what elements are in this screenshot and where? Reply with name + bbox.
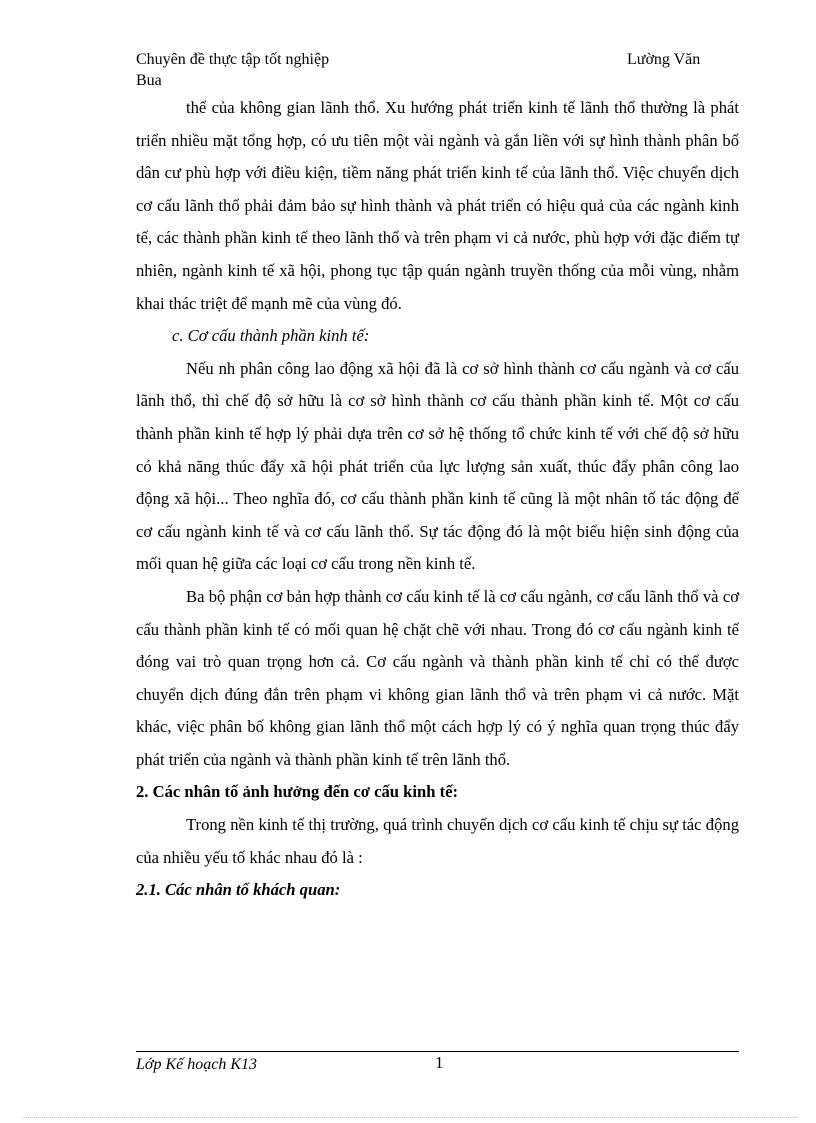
running-header-author-wrap: Bua bbox=[136, 72, 162, 89]
footer-divider bbox=[136, 1051, 739, 1052]
page-number: 1 bbox=[435, 1053, 444, 1072]
section-heading-factors: 2. Các nhân tố ảnh hưởng đến cơ cấu kinh tế: bbox=[136, 782, 459, 802]
paragraph-ownership-structure: Nếu nh phân công lao động xã hội đã là cơ sở hình thành cơ cấu ngành và cơ cấu lãnh thổ, thì chế độ sở hữu là cơ sở hình thành cơ cấu thành phần kinh tế. Một cơ cấu thành phần kinh tế hợp lý phải dựa trên cơ sở hệ thống tổ chức kinh tế với chế độ sở hữu có khả năng thúc đẩy xã hội phát triển của lực lượng sản xuất, thúc đẩy phân công lao động xã hội... Theo nghĩa đó, cơ cấu thành phần kinh tế cũng là một nhân tố tác động để cơ cấu ngành kinh tế và cơ cấu lãnh thổ. Sự tác động đó là một biểu hiện sinh động của mối quan hệ giữa các loại cơ cấu trong nền kinh tế. bbox=[136, 358, 739, 574]
subsection-heading-objective-factors: 2.1. Các nhân tố khách quan: bbox=[136, 880, 341, 900]
running-header-author: Lường Văn bbox=[627, 51, 701, 68]
document-body bbox=[136, 92, 739, 907]
paragraph-three-components: Ba bộ phận cơ bản hợp thành cơ cấu kinh tế là cơ cấu ngành, cơ cấu lãnh thổ và cơ cấu thành phần kinh tế có mối quan hệ chặt chẽ với nhau. Trong đó cơ cấu ngành kinh tế đóng vai trò quan trọng hơn cả. Cơ cấu ngành và thành phần kinh tế chỉ có thể được chuyển dịch đúng đắn trên phạm vi không gian lãnh thổ và trên phạm vi cả nước. Mặt khác, việc phân bố không gian lãnh thổ một cách hợp lý có ý nghĩa quan trọng thúc đẩy phát triển của ngành và thành phần kinh tế trên lãnh thổ. bbox=[136, 586, 739, 769]
running-header-title: Chuyên đề thực tập tốt nghiệp bbox=[136, 51, 330, 68]
subheading-economic-sectors: c. Cơ cấu thành phần kinh tế: bbox=[172, 326, 370, 346]
paragraph-market-economy: Trong nền kinh tế thị trường, quá trình chuyển dịch cơ cấu kinh tế chịu sự tác động của nhiều yếu tố khác nhau đó là : bbox=[136, 815, 739, 867]
paragraph-territory-structure: thể của không gian lãnh thổ. Xu hướng phát triển kinh tế lãnh thổ thường là phát triển nhiều mặt tổng hợp, có ưu tiên một vài ngành và gắn liền với sự hình thành phân bổ dân cư phù hợp với điều kiện, tiềm năng phát triển kinh tế của lãnh thổ. Việc chuyển dịch cơ cấu lãnh thổ phải đảm bảo sự hình thành và phát triển có hiệu quả của các ngành kinh tế, các thành phần kinh tế theo lãnh thổ và trên phạm vi cả nước, phù hợp với đặc điểm tự nhiên, ngành kinh tế xã hội, phong tục tập quán ngành truyền thống của mỗi vùng, nhằm khai thác triệt để mạnh mẽ của vùng đó. bbox=[136, 98, 739, 313]
page-bottom-edge bbox=[22, 1117, 797, 1118]
footer-class-label: Lớp Kế hoạch K13 bbox=[136, 1056, 257, 1073]
